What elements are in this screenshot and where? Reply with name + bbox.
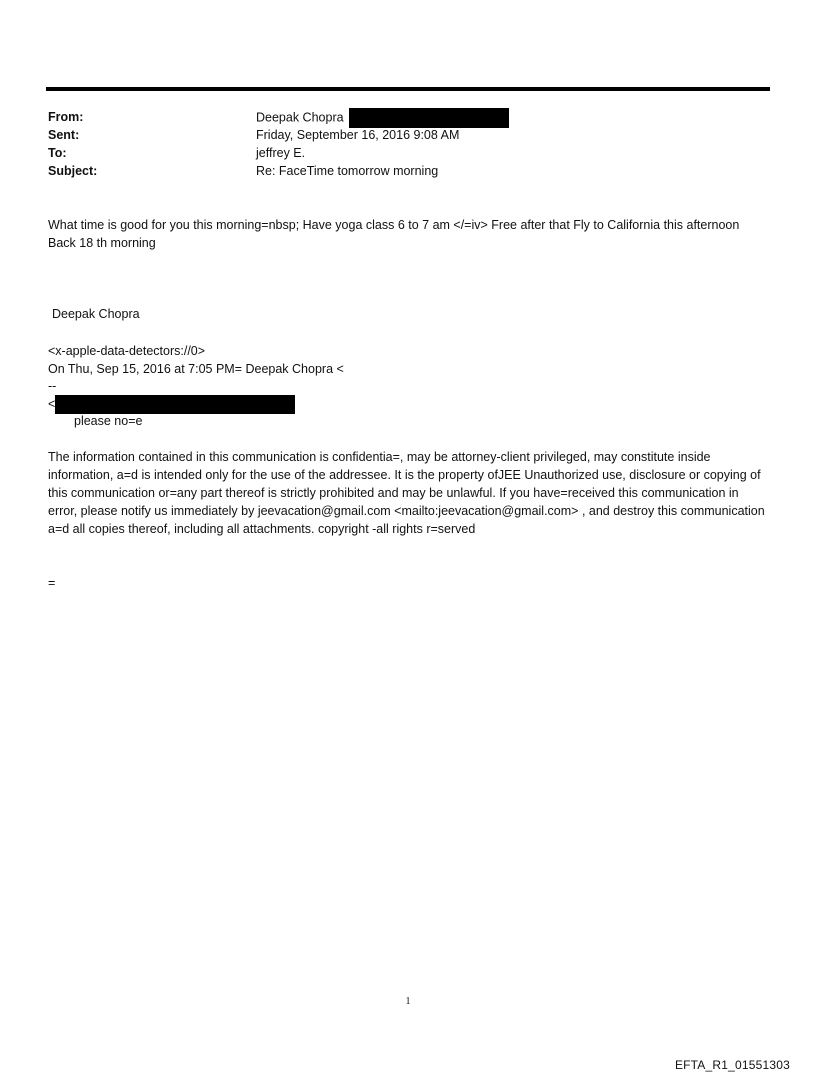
to-value: jeffrey E. <box>256 146 306 160</box>
trailing-equals: = <box>48 576 56 590</box>
subject-label: Subject: <box>48 164 98 178</box>
email-header <box>48 108 768 180</box>
subject-value: Re: FaceTime tomorrow morning <box>256 164 439 178</box>
to-row <box>48 144 768 162</box>
separator-dashes: -- <box>48 379 57 393</box>
header-rule <box>46 87 770 91</box>
document-id: EFTA_R1_01551303 <box>674 1058 790 1072</box>
data-detectors-line: <x-apple-data-detectors://0> <box>48 344 206 358</box>
sent-row <box>48 126 768 144</box>
redaction-box <box>349 108 509 128</box>
from-name: Deepak Chopra <box>256 110 344 125</box>
subject-row <box>48 162 768 180</box>
sent-label: Sent: <box>48 128 80 142</box>
to-label: To: <box>48 146 67 160</box>
open-bracket: < <box>48 397 56 411</box>
message-body: What time is good for you this morning=nbsp; Have yoga class 6 to 7 am </=iv> Free after that Fly to California this afternoon Back 18 th morning <box>48 218 740 250</box>
from-row <box>48 108 768 126</box>
page-number: 1 <box>405 996 411 1007</box>
please-note-line: please no=e <box>74 414 143 428</box>
signature: Deepak Chopra <box>52 307 140 321</box>
from-value <box>256 108 509 128</box>
confidentiality-disclaimer: The information contained in this communication is confidentia=, may be attorney-client privileged, may constitute inside information, a=d is intended only for the use of the addressee. It is the property ofJEE Unauthorized use, disclosure or copying of this communication or=any part thereof is strictly prohibited and may be unlawful. If you have=received this communication in error, please notify us immediately by jeevacation@gmail.com <mailto:jeevacation@gmail.com> , and destroy this communication a=d all copies thereof, including all attachments. copyright -all rights r=served <box>48 450 765 536</box>
from-label: From: <box>48 110 84 124</box>
quote-header-line: On Thu, Sep 15, 2016 at 7:05 PM= Deepak Chopra < <box>48 362 344 376</box>
sent-value: Friday, September 16, 2016 9:08 AM <box>256 128 460 142</box>
